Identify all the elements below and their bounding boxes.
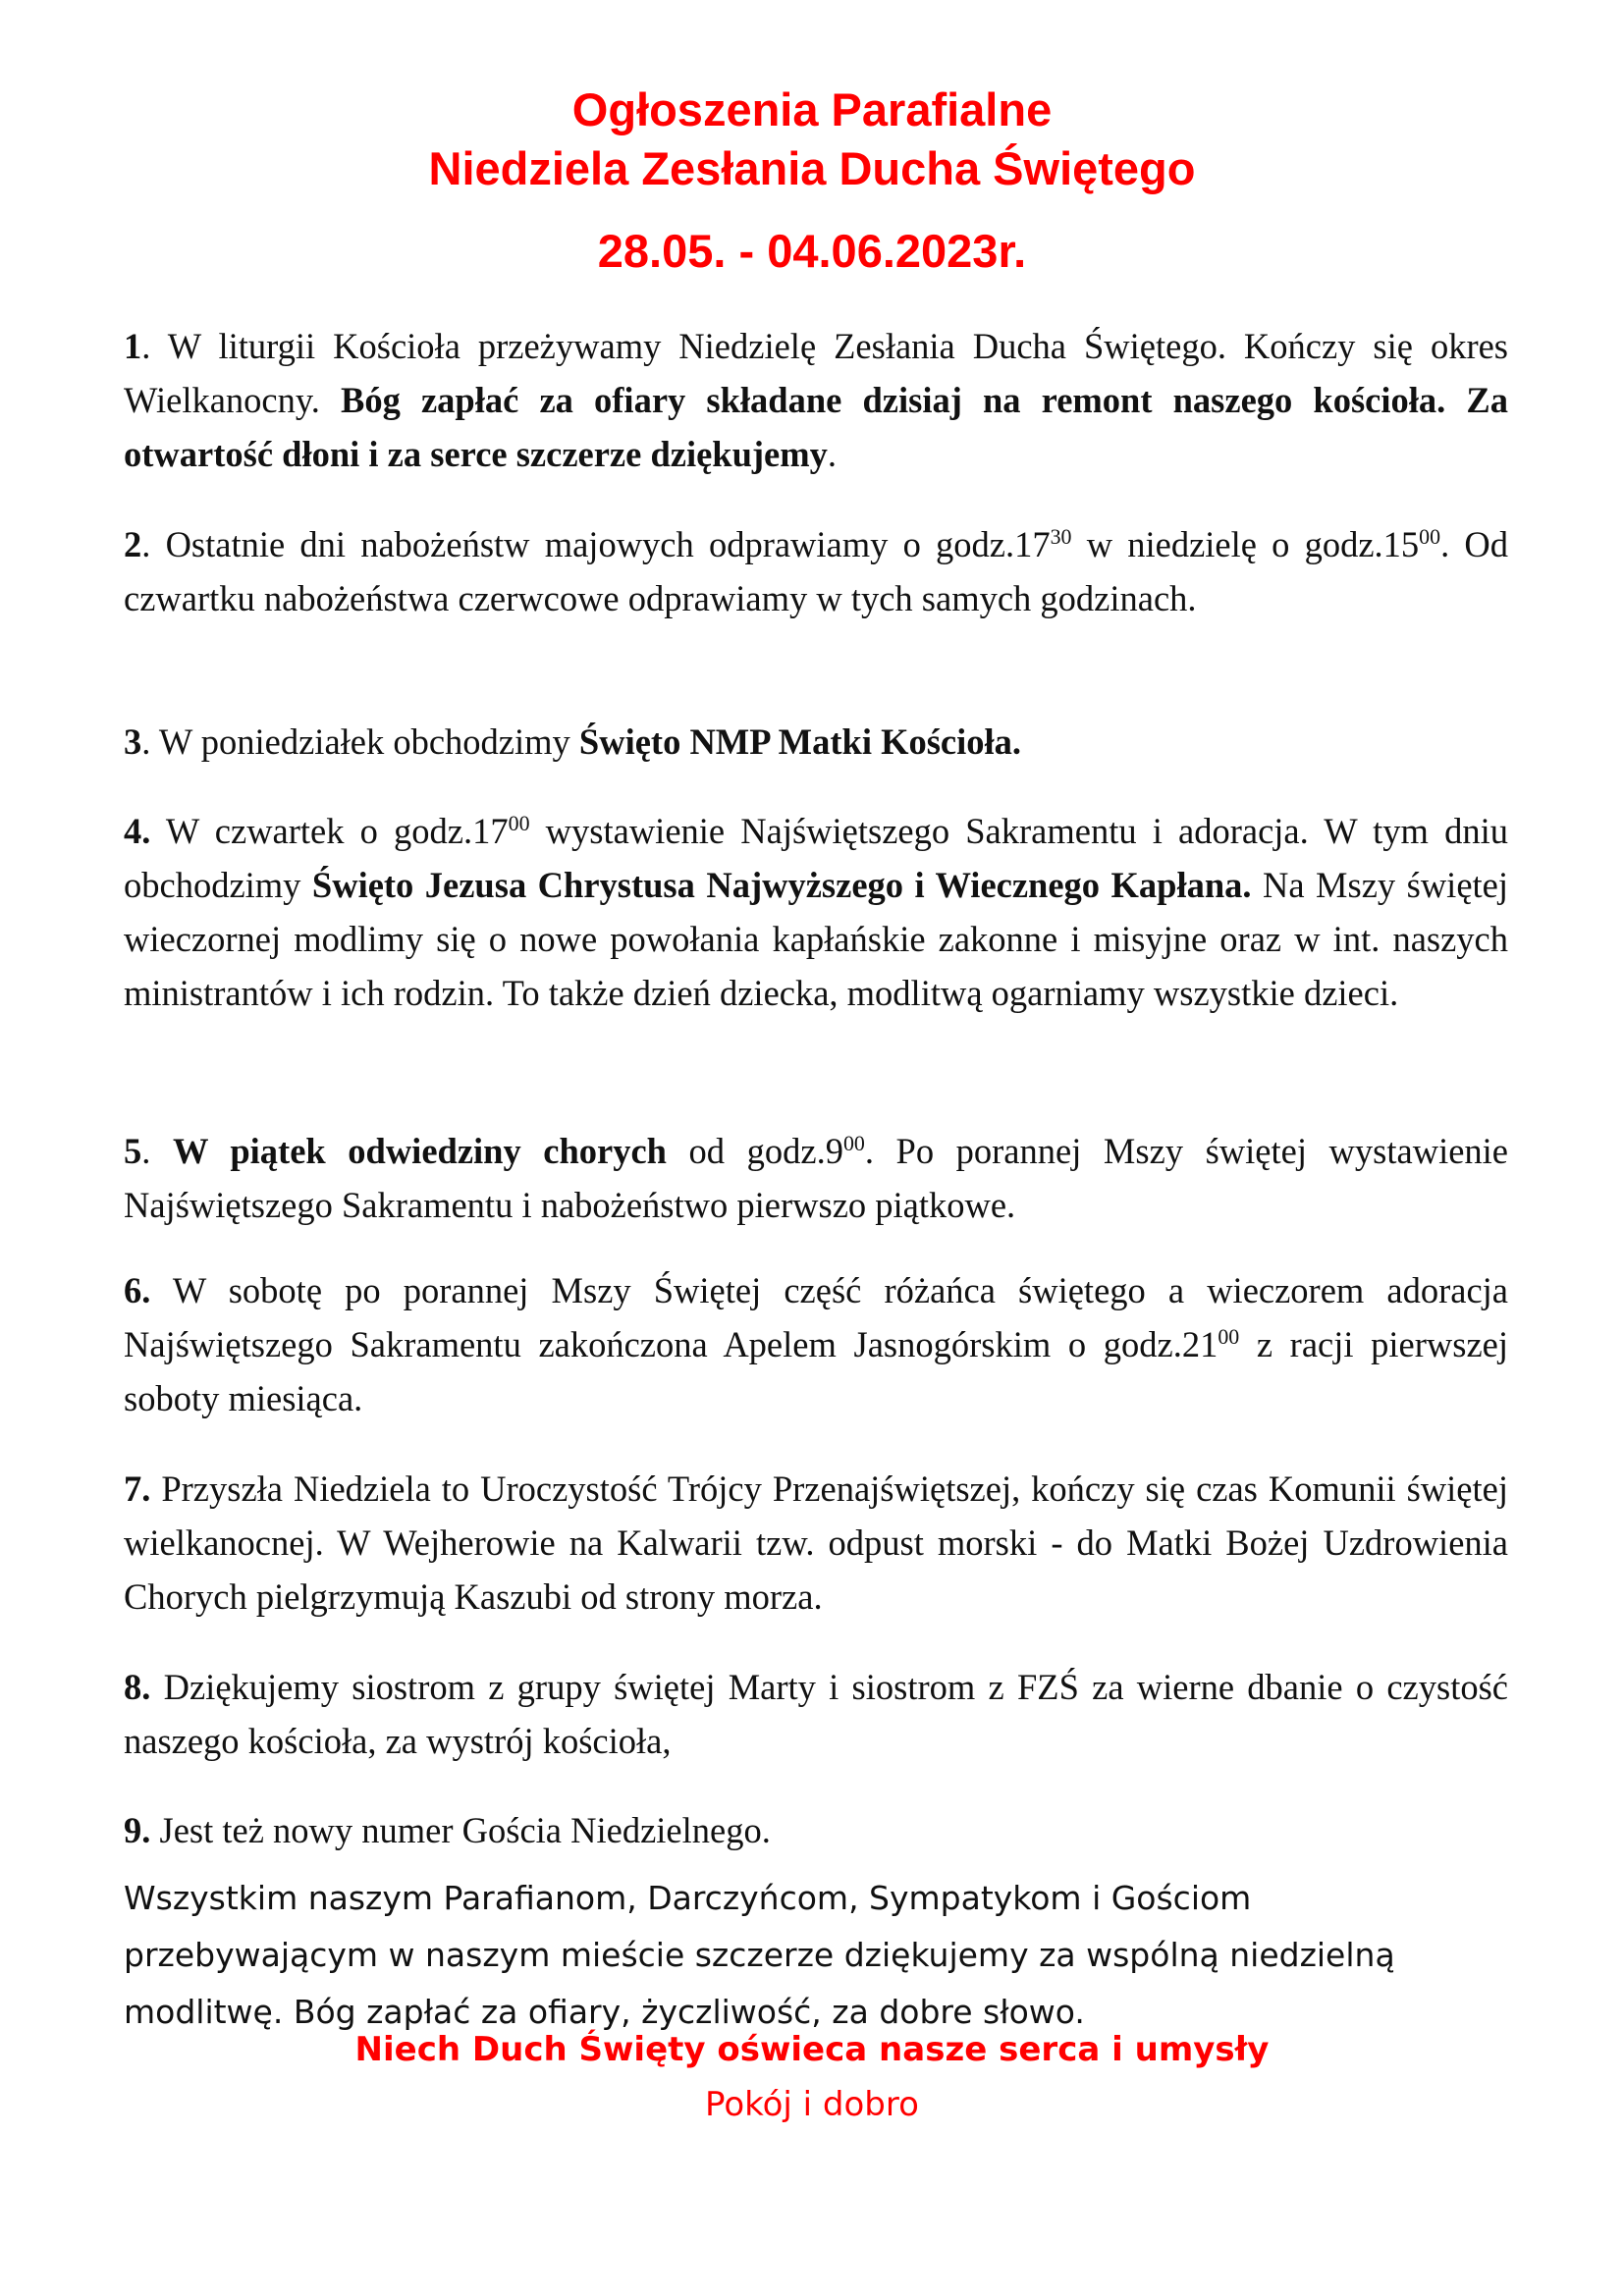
closing-line-3: modlitwę. Bóg zapłać za ofiary, życzliwość, za dobre słowo. [124,1993,1085,2031]
page-title: Ogłoszenia Parafialne [571,83,1053,135]
announcement-item-4: 4. W czwartek o $godz.17^{00}$ wystawienie Najświętszego Sakramentu i adoracja. W tym dniu obchodzimy Święto Jezusa Chrystusa Najwyższego i Wiecznego Kapłana. Na Mszy świętej wieczornej modlimy się o nowe powołania kapłańskie zakonne i misyjne oraz w int. naszych ministrantów i ich rodzin. To także dzień dziecka, modlitwą ogarniamy wszystkie dzieci. [124,810,1509,1013]
announcement-item-3: 3. W poniedziałek obchodzimy Święto NMP Matki Kościoła. [124,721,1022,762]
page-subtitle: Niedziela Zesłania Ducha Świętego [428,142,1196,194]
announcement-item-8: 8. Dziękujemy siostrom z grupy świętej Marty i siostrom z FZŚ za wierne dbanie o czystość naszego kościoła, za wystrój kościoła, [124,1667,1508,1761]
date-range: 28.05. - 04.06.2023r. [597,225,1027,277]
footer-blessing [0,2022,1624,2132]
closing-thanks [124,1870,1528,2041]
announcement-item-1: 1. W liturgii Kościoła przeżywamy Niedzielę Zesłania Ducha Świętego. Kończy się okres Wielkanocny. Bóg zapłać za ofiary składane dzisiaj na remont naszego kościoła. Za otwartość dłoni i za serce szczerze dziękujemy. [124,326,1508,474]
peace-line: Pokój i dobro [705,2085,919,2124]
closing-line-2: przebywającym w naszym mieście szczerze dziękujemy za wspólną niedzielną [124,1936,1395,1974]
closing-line-1: Wszystkim naszym Parafianom, Darczyńcom, Sympatykom i Gościom [124,1879,1252,1917]
announcement-item-5: 5. W piątek odwiedziny chorych od $godz.9^{00}$. Po porannej Mszy świętej wystawienie Najświętszego Sakramentu i nabożeństwo pierwszo piątkowe. [124,1130,1508,1225]
announcement-item-7: 7. Przyszła Niedziela to Uroczystość Trójcy Przenajświętszej, kończy się czas Komunii świętej wielkanocnej. W Wejherowie na Kalwarii tzw. odpust morski - do Matki Bożej Uzdrowienia Chorych pielgrzymują Kaszubi od strony morza. [124,1468,1508,1617]
header [0,80,1624,281]
announcement-item-2: 2. Ostatnie dni nabożeństw majowych odprawiamy o $godz.17^{30}$ w niedzielę o $godz.15^{00}$. Od czwartku nabożeństwa czerwcowe odprawiamy w tych samych godzinach. [124,523,1508,618]
blessing-line: Niech Duch Święty oświeca nasze serca i umysły [354,2030,1270,2069]
announcement-item-9: 9. Jest też nowy numer Gościa Niedzielnego. [124,1810,771,1850]
announcement-item-6: 6. W sobotę po porannej Mszy Świętej część różańca świętego a wieczorem adoracja Najświętszego Sakramentu zakończona Apelem Jasnogórskim o $godz.21^{00}$ z racji pierwszej soboty miesiąca. [124,1270,1508,1418]
